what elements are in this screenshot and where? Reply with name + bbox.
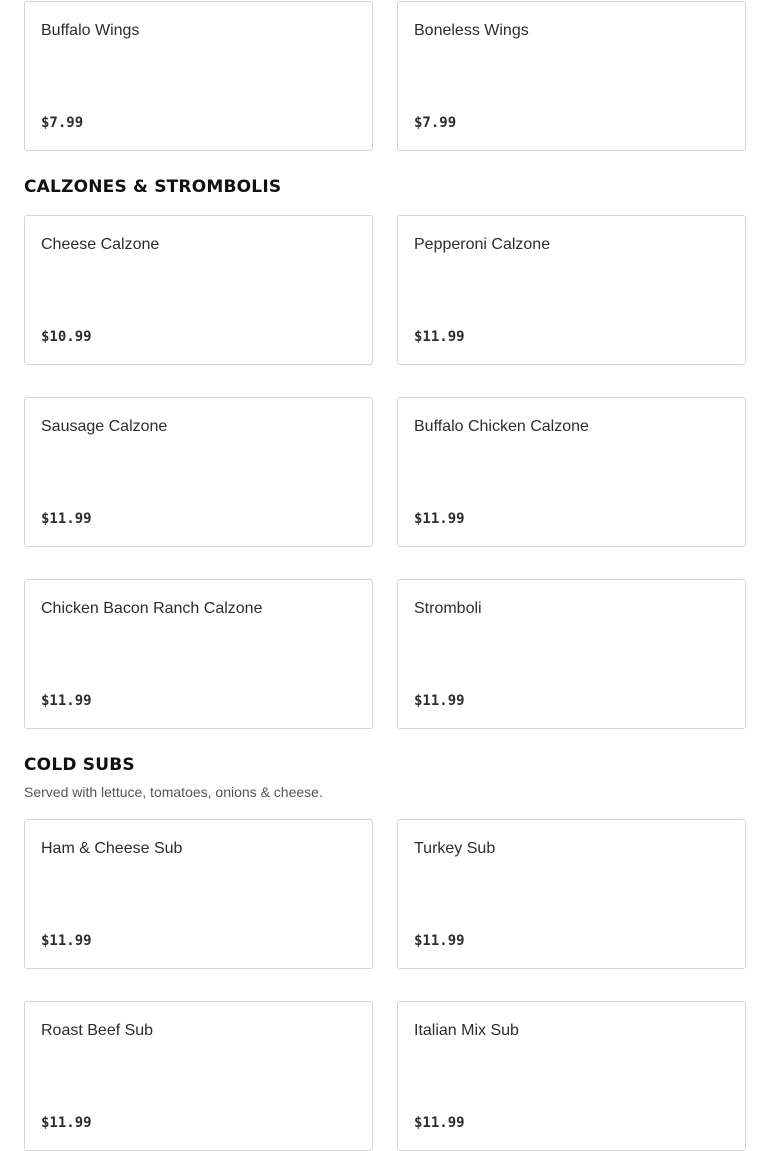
menu-item-card[interactable]	[397, 397, 746, 547]
menu-item-name: Buffalo Wings	[41, 22, 140, 39]
menu-item-name: Roast Beef Sub	[41, 1022, 154, 1039]
menu-item-card[interactable]	[397, 579, 746, 729]
menu-item-name: Cheese Calzone	[41, 236, 160, 253]
menu-item-price: $11.99	[414, 329, 465, 345]
menu-item-card[interactable]	[24, 1001, 373, 1151]
menu-item-price: $11.99	[41, 693, 92, 709]
menu-item-card[interactable]	[24, 1, 373, 151]
menu-item-name: Ham & Cheese Sub	[41, 840, 183, 857]
menu-item-price: $11.99	[414, 1115, 465, 1131]
menu-item-price: $11.99	[41, 1115, 92, 1131]
menu-item-price: $11.99	[41, 933, 92, 949]
menu-item-name: Stromboli	[414, 600, 482, 617]
menu-item-card[interactable]	[397, 1, 746, 151]
menu-item-name: Turkey Sub	[414, 840, 496, 857]
menu-item-price: $11.99	[414, 511, 465, 527]
menu-item-price: $11.99	[41, 511, 92, 527]
menu-item-card[interactable]	[24, 579, 373, 729]
menu-item-name: Pepperoni Calzone	[414, 236, 551, 253]
menu-item-card[interactable]	[24, 215, 373, 365]
section-title-cold-subs: COLD SUBS	[24, 755, 135, 775]
menu-item-card[interactable]	[397, 215, 746, 365]
menu-item-name: Buffalo Chicken Calzone	[414, 418, 589, 435]
menu-item-name: Sausage Calzone	[41, 418, 168, 435]
menu-item-card[interactable]	[397, 1001, 746, 1151]
menu-item-price: $11.99	[414, 933, 465, 949]
menu-item-price: $7.99	[414, 115, 457, 131]
menu-item-name: Italian Mix Sub	[414, 1022, 519, 1039]
section-title-calzones: CALZONES & STROMBOLIS	[24, 177, 282, 197]
menu-item-name: Boneless Wings	[414, 22, 529, 39]
menu-item-price: $7.99	[41, 115, 84, 131]
menu-item-card[interactable]	[397, 819, 746, 969]
menu-item-price: $10.99	[41, 329, 92, 345]
menu-item-name: Chicken Bacon Ranch Calzone	[41, 600, 263, 617]
menu-item-card[interactable]	[24, 397, 373, 547]
menu-item-card[interactable]	[24, 819, 373, 969]
menu-item-price: $11.99	[414, 693, 465, 709]
section-description: Served with lettuce, tomatoes, onions & cheese.	[24, 784, 323, 800]
